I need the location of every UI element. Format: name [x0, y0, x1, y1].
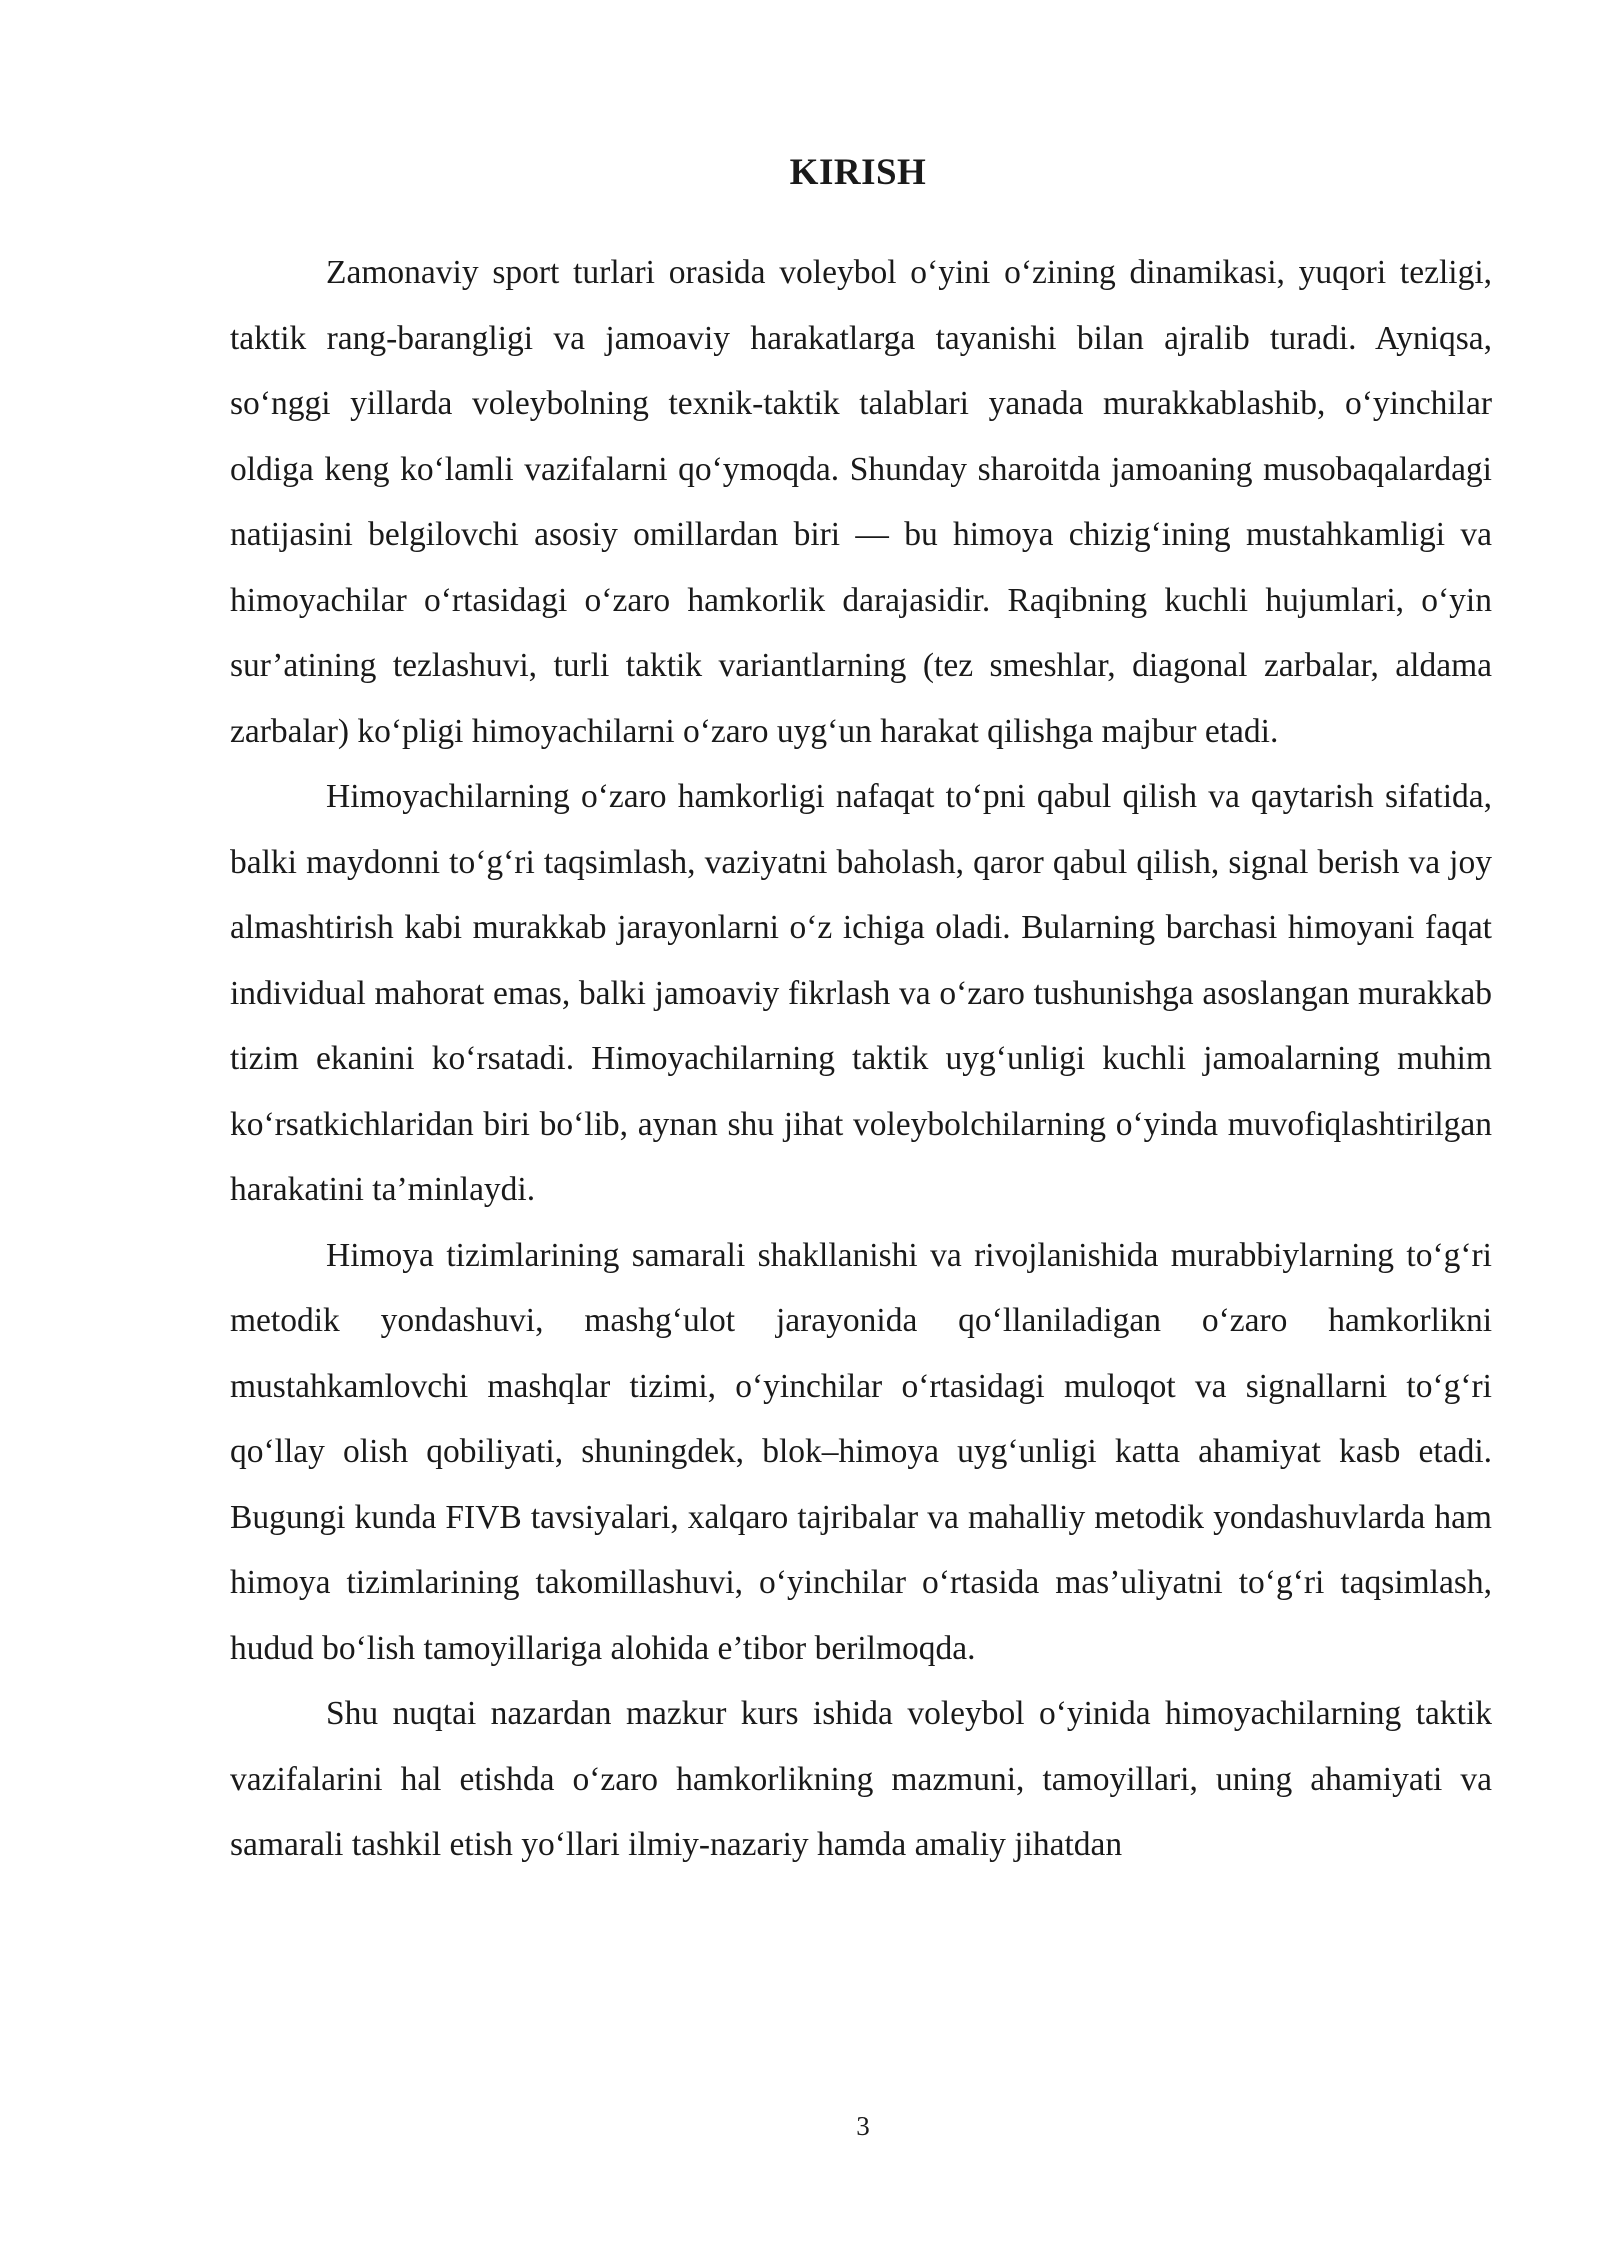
paragraph-4: Shu nuqtai nazardan mazkur kurs ishida voleybol o‘yinida himoyachilarning taktik vazifalarini hal etishda o‘zaro hamkorlikning mazmuni, tamoyillari, uning ahamiyati va samarali tashkil etish yo‘llari ilmiy-nazariy hamda amaliy jihatdan — [230, 1695, 1492, 1863]
body-text — [230, 240, 1492, 1878]
page-title: KIRISH — [789, 152, 927, 193]
paragraph-3: Himoya tizimlarining samarali shakllanishi va rivojlanishida murabbiylarning to‘g‘ri metodik yondashuvi, mashg‘ulot jarayonida qo‘llaniladigan o‘zaro hamkorlikni mustahkamlovchi mashqlar tizimi, o‘yinchilar o‘rtasidagi muloqot va signallarni to‘g‘ri qo‘llay olish qobiliyati, shuningdek, blok–himoya uyg‘unligi katta ahamiyat kasb etadi. Bugungi kunda FIVB tavsiyalari, xalqaro tajribalar va mahalliy metodik yondashuvlarda ham himoya tizimlarining takomillashuvi, o‘yinchilar o‘rtasida mas’uliyatni to‘g‘ri taqsimlash, hudud bo‘lish tamoyillariga alohida e’tibor berilmoqda. — [230, 1236, 1492, 1667]
paragraph-2: Himoyachilarning o‘zaro hamkorligi nafaqat to‘pni qabul qilish va qaytarish sifatida, balki maydonni to‘g‘ri taqsimlash, vaziyatni baholash, qaror qabul qilish, signal berish va joy almashtirish kabi murakkab jarayonlarni o‘z ichiga oladi. Bularning barchasi himoyani faqat individual mahorat emas, balki jamoaviy fikrlash va o‘zaro tushunishga asoslangan murakkab tizim ekanini ko‘rsatadi. Himoyachilarning taktik uyg‘unligi kuchli jamoalarning muhim ko‘rsatkichlaridan biri bo‘lib, aynan shu jihat voleybolchilarning o‘yinda muvofiqlashtirilgan harakatini ta’minlaydi. — [230, 778, 1492, 1208]
paragraph-1: Zamonaviy sport turlari orasida voleybol o‘yini o‘zining dinamikasi, yuqori tezligi, taktik rang-barangligi va jamoaviy harakatlarga tayanishi bilan ajralib turadi. Ayniqsa, so‘nggi yillarda voleybolning texnik-taktik talablari yanada murakkablashib, o‘yinchilar oldiga keng ko‘lamli vazifalarni qo‘ymoqda. Shunday sharoitda jamoaning musobaqalardagi natijasini belgilovchi asosiy omillardan biri — bu himoya chizig‘ining mustahkamligi va himoyachilar o‘rtasidagi o‘zaro hamkorlik darajasidir. Raqibning kuchli hujumlari, o‘yin sur’atining tezlashuvi, turli taktik variantlarning (tez smeshlar, diagonal zarbalar, aldama zarbalar) ko‘pligi himoyachilarni o‘zaro uyg‘un harakat qilishga majbur etadi. — [230, 254, 1492, 750]
page-number: 3 — [856, 2111, 870, 2141]
